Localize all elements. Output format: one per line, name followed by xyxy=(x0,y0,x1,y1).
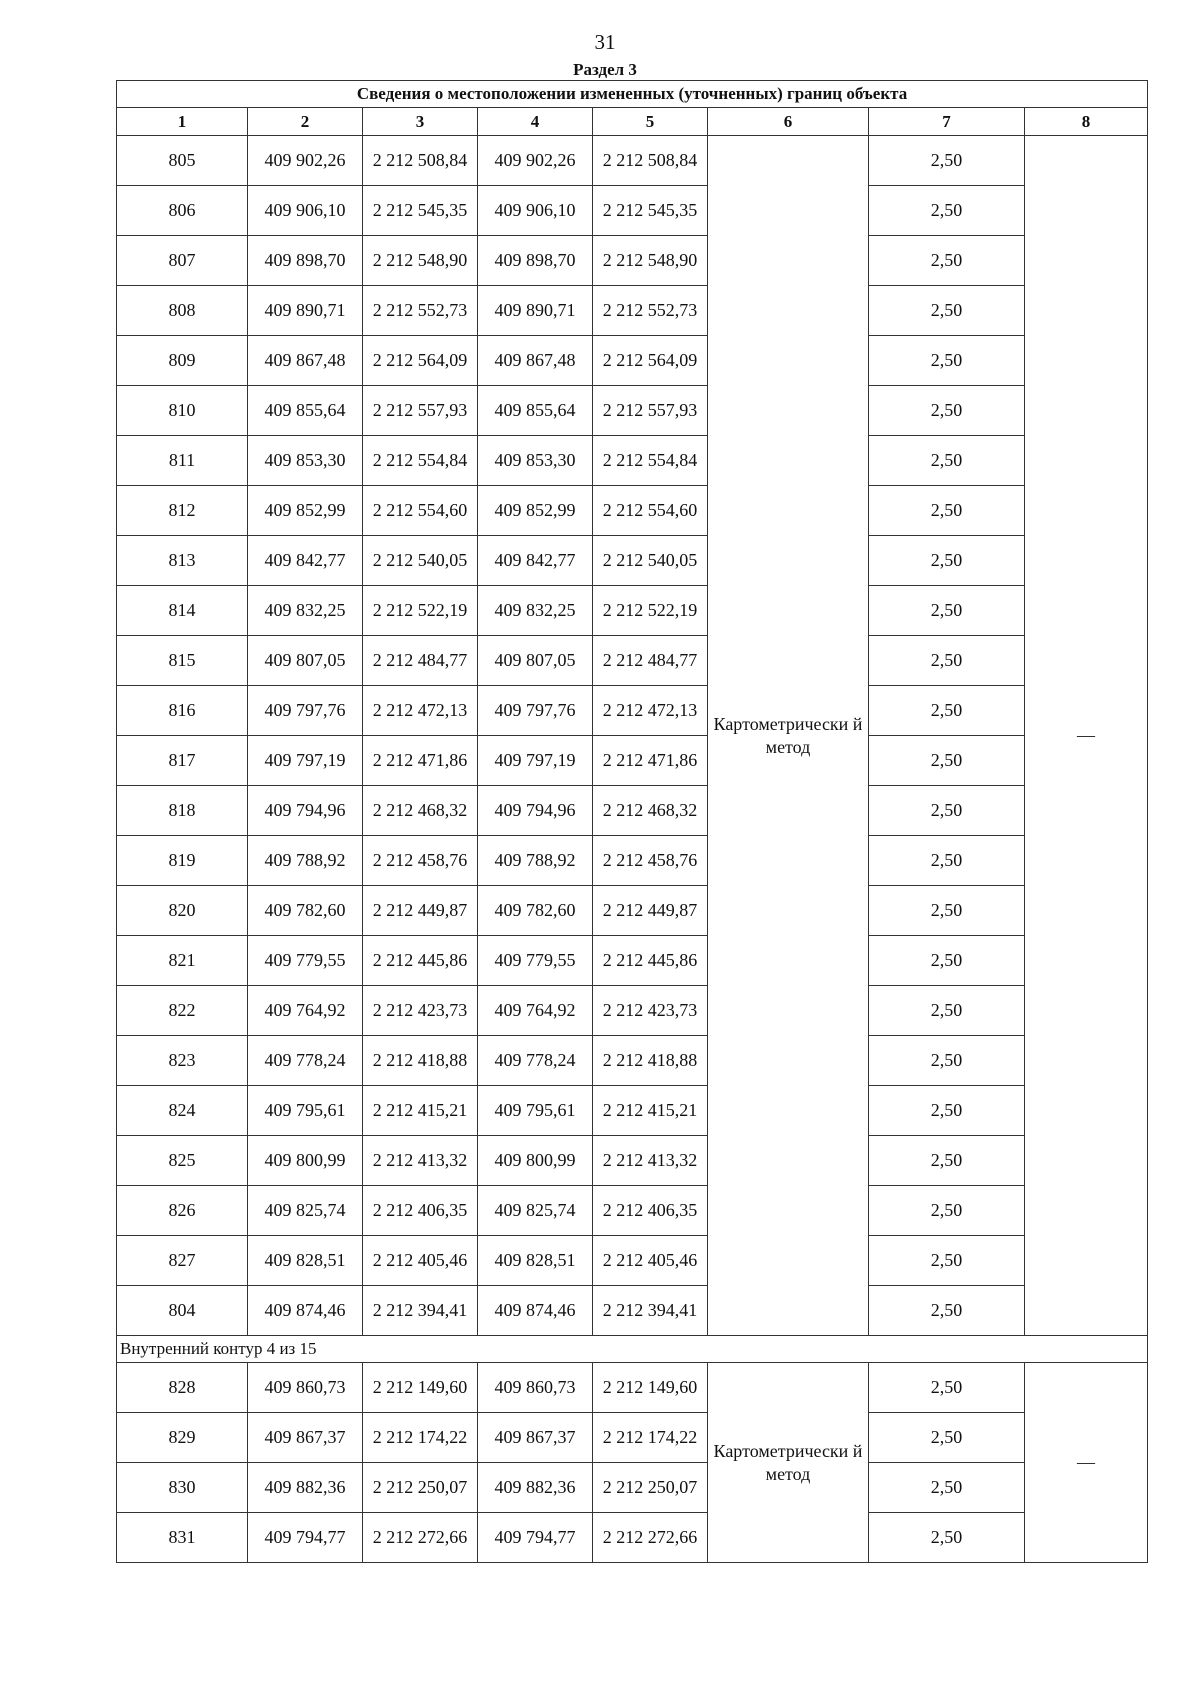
y-coordinate-cell: 2 212 522,19 xyxy=(363,586,478,636)
accuracy-cell: 2,50 xyxy=(869,986,1025,1036)
y-coordinate-cell: 2 212 406,35 xyxy=(593,1186,708,1236)
table-row xyxy=(117,1363,1148,1413)
x-coordinate-cell: 409 890,71 xyxy=(248,286,363,336)
table-row xyxy=(117,536,1148,586)
x-coordinate-cell: 409 853,30 xyxy=(478,436,593,486)
point-number-cell: 813 xyxy=(117,536,248,586)
mark-cell: — xyxy=(1025,1363,1148,1563)
y-coordinate-cell: 2 212 557,93 xyxy=(363,386,478,436)
table-caption: Сведения о местоположении измененных (уточненных) границ объекта xyxy=(117,81,1148,108)
y-coordinate-cell: 2 212 272,66 xyxy=(363,1513,478,1563)
table-row xyxy=(117,186,1148,236)
x-coordinate-cell: 409 902,26 xyxy=(248,136,363,186)
x-coordinate-cell: 409 764,92 xyxy=(478,986,593,1036)
column-number: 3 xyxy=(363,108,478,136)
x-coordinate-cell: 409 867,48 xyxy=(248,336,363,386)
x-coordinate-cell: 409 828,51 xyxy=(248,1236,363,1286)
x-coordinate-cell: 409 795,61 xyxy=(478,1086,593,1136)
x-coordinate-cell: 409 794,96 xyxy=(478,786,593,836)
x-coordinate-cell: 409 855,64 xyxy=(478,386,593,436)
x-coordinate-cell: 409 842,77 xyxy=(248,536,363,586)
accuracy-cell: 2,50 xyxy=(869,936,1025,986)
section-title: Раздел 3 xyxy=(573,60,637,79)
accuracy-cell: 2,50 xyxy=(869,1513,1025,1563)
accuracy-cell: 2,50 xyxy=(869,236,1025,286)
table-row xyxy=(117,286,1148,336)
x-coordinate-cell: 409 898,70 xyxy=(478,236,593,286)
x-coordinate-cell: 409 778,24 xyxy=(248,1036,363,1086)
column-number: 5 xyxy=(593,108,708,136)
y-coordinate-cell: 2 212 548,90 xyxy=(593,236,708,286)
point-number-cell: 809 xyxy=(117,336,248,386)
accuracy-cell: 2,50 xyxy=(869,1363,1025,1413)
x-coordinate-cell: 409 842,77 xyxy=(478,536,593,586)
y-coordinate-cell: 2 212 522,19 xyxy=(593,586,708,636)
table-row xyxy=(117,1286,1148,1336)
column-number: 2 xyxy=(248,108,363,136)
mark-cell: — xyxy=(1025,136,1148,1336)
point-number-cell: 827 xyxy=(117,1236,248,1286)
y-coordinate-cell: 2 212 484,77 xyxy=(593,636,708,686)
table-row xyxy=(117,136,1148,186)
accuracy-cell: 2,50 xyxy=(869,836,1025,886)
accuracy-cell: 2,50 xyxy=(869,736,1025,786)
table-row xyxy=(117,1036,1148,1086)
y-coordinate-cell: 2 212 564,09 xyxy=(593,336,708,386)
table-row xyxy=(117,486,1148,536)
accuracy-cell: 2,50 xyxy=(869,336,1025,386)
table-row xyxy=(117,1086,1148,1136)
x-coordinate-cell: 409 906,10 xyxy=(478,186,593,236)
y-coordinate-cell: 2 212 554,60 xyxy=(593,486,708,536)
point-number-cell: 816 xyxy=(117,686,248,736)
y-coordinate-cell: 2 212 406,35 xyxy=(363,1186,478,1236)
point-number-cell: 830 xyxy=(117,1463,248,1513)
table-row xyxy=(117,886,1148,936)
x-coordinate-cell: 409 828,51 xyxy=(478,1236,593,1286)
y-coordinate-cell: 2 212 413,32 xyxy=(363,1136,478,1186)
x-coordinate-cell: 409 906,10 xyxy=(248,186,363,236)
point-number-cell: 831 xyxy=(117,1513,248,1563)
x-coordinate-cell: 409 782,60 xyxy=(478,886,593,936)
y-coordinate-cell: 2 212 405,46 xyxy=(593,1236,708,1286)
y-coordinate-cell: 2 212 423,73 xyxy=(363,986,478,1036)
accuracy-cell: 2,50 xyxy=(869,1086,1025,1136)
y-coordinate-cell: 2 212 472,13 xyxy=(593,686,708,736)
y-coordinate-cell: 2 212 564,09 xyxy=(363,336,478,386)
y-coordinate-cell: 2 212 468,32 xyxy=(593,786,708,836)
y-coordinate-cell: 2 212 554,84 xyxy=(593,436,708,486)
point-number-cell: 808 xyxy=(117,286,248,336)
x-coordinate-cell: 409 825,74 xyxy=(478,1186,593,1236)
contour-label-row xyxy=(117,1336,1148,1363)
accuracy-cell: 2,50 xyxy=(869,786,1025,836)
coordinates-table xyxy=(116,80,1148,1563)
table-row xyxy=(117,986,1148,1036)
table-row xyxy=(117,836,1148,886)
y-coordinate-cell: 2 212 468,32 xyxy=(363,786,478,836)
point-number-cell: 819 xyxy=(117,836,248,886)
accuracy-cell: 2,50 xyxy=(869,1413,1025,1463)
y-coordinate-cell: 2 212 174,22 xyxy=(363,1413,478,1463)
point-number-cell: 811 xyxy=(117,436,248,486)
table-row xyxy=(117,436,1148,486)
x-coordinate-cell: 409 807,05 xyxy=(248,636,363,686)
point-number-cell: 820 xyxy=(117,886,248,936)
table-body xyxy=(117,81,1148,1563)
y-coordinate-cell: 2 212 405,46 xyxy=(363,1236,478,1286)
table-row xyxy=(117,1513,1148,1563)
x-coordinate-cell: 409 788,92 xyxy=(478,836,593,886)
y-coordinate-cell: 2 212 508,84 xyxy=(593,136,708,186)
column-number: 1 xyxy=(117,108,248,136)
x-coordinate-cell: 409 788,92 xyxy=(248,836,363,886)
x-coordinate-cell: 409 832,25 xyxy=(248,586,363,636)
point-number-cell: 807 xyxy=(117,236,248,286)
x-coordinate-cell: 409 890,71 xyxy=(478,286,593,336)
x-coordinate-cell: 409 794,77 xyxy=(478,1513,593,1563)
x-coordinate-cell: 409 794,96 xyxy=(248,786,363,836)
x-coordinate-cell: 409 882,36 xyxy=(248,1463,363,1513)
table-row xyxy=(117,1186,1148,1236)
x-coordinate-cell: 409 852,99 xyxy=(478,486,593,536)
x-coordinate-cell: 409 782,60 xyxy=(248,886,363,936)
x-coordinate-cell: 409 794,77 xyxy=(248,1513,363,1563)
accuracy-cell: 2,50 xyxy=(869,1236,1025,1286)
point-number-cell: 824 xyxy=(117,1086,248,1136)
x-coordinate-cell: 409 867,48 xyxy=(478,336,593,386)
y-coordinate-cell: 2 212 471,86 xyxy=(593,736,708,786)
y-coordinate-cell: 2 212 545,35 xyxy=(593,186,708,236)
x-coordinate-cell: 409 832,25 xyxy=(478,586,593,636)
y-coordinate-cell: 2 212 548,90 xyxy=(363,236,478,286)
table-row xyxy=(117,786,1148,836)
point-number-cell: 814 xyxy=(117,586,248,636)
x-coordinate-cell: 409 797,19 xyxy=(248,736,363,786)
x-coordinate-cell: 409 867,37 xyxy=(248,1413,363,1463)
accuracy-cell: 2,50 xyxy=(869,1136,1025,1186)
point-number-cell: 818 xyxy=(117,786,248,836)
y-coordinate-cell: 2 212 449,87 xyxy=(593,886,708,936)
y-coordinate-cell: 2 212 458,76 xyxy=(593,836,708,886)
column-number-row xyxy=(117,108,1148,136)
accuracy-cell: 2,50 xyxy=(869,486,1025,536)
table-row xyxy=(117,936,1148,986)
x-coordinate-cell: 409 867,37 xyxy=(478,1413,593,1463)
accuracy-cell: 2,50 xyxy=(869,436,1025,486)
y-coordinate-cell: 2 212 545,35 xyxy=(363,186,478,236)
x-coordinate-cell: 409 874,46 xyxy=(478,1286,593,1336)
accuracy-cell: 2,50 xyxy=(869,536,1025,586)
x-coordinate-cell: 409 898,70 xyxy=(248,236,363,286)
y-coordinate-cell: 2 212 272,66 xyxy=(593,1513,708,1563)
x-coordinate-cell: 409 795,61 xyxy=(248,1086,363,1136)
table-row xyxy=(117,386,1148,436)
y-coordinate-cell: 2 212 149,60 xyxy=(363,1363,478,1413)
table-row xyxy=(117,586,1148,636)
y-coordinate-cell: 2 212 250,07 xyxy=(363,1463,478,1513)
x-coordinate-cell: 409 800,99 xyxy=(478,1136,593,1186)
y-coordinate-cell: 2 212 554,84 xyxy=(363,436,478,486)
point-number-cell: 822 xyxy=(117,986,248,1036)
table-row xyxy=(117,736,1148,786)
y-coordinate-cell: 2 212 449,87 xyxy=(363,886,478,936)
accuracy-cell: 2,50 xyxy=(869,636,1025,686)
x-coordinate-cell: 409 800,99 xyxy=(248,1136,363,1186)
x-coordinate-cell: 409 902,26 xyxy=(478,136,593,186)
y-coordinate-cell: 2 212 415,21 xyxy=(363,1086,478,1136)
y-coordinate-cell: 2 212 557,93 xyxy=(593,386,708,436)
accuracy-cell: 2,50 xyxy=(869,386,1025,436)
y-coordinate-cell: 2 212 508,84 xyxy=(363,136,478,186)
point-number-cell: 810 xyxy=(117,386,248,436)
accuracy-cell: 2,50 xyxy=(869,686,1025,736)
x-coordinate-cell: 409 779,55 xyxy=(248,936,363,986)
page-number: 31 xyxy=(594,30,616,54)
column-number: 7 xyxy=(869,108,1025,136)
y-coordinate-cell: 2 212 552,73 xyxy=(593,286,708,336)
x-coordinate-cell: 409 797,76 xyxy=(478,686,593,736)
x-coordinate-cell: 409 874,46 xyxy=(248,1286,363,1336)
column-number: 6 xyxy=(708,108,869,136)
x-coordinate-cell: 409 779,55 xyxy=(478,936,593,986)
y-coordinate-cell: 2 212 250,07 xyxy=(593,1463,708,1513)
y-coordinate-cell: 2 212 552,73 xyxy=(363,286,478,336)
x-coordinate-cell: 409 855,64 xyxy=(248,386,363,436)
accuracy-cell: 2,50 xyxy=(869,136,1025,186)
x-coordinate-cell: 409 853,30 xyxy=(248,436,363,486)
accuracy-cell: 2,50 xyxy=(869,1036,1025,1086)
y-coordinate-cell: 2 212 394,41 xyxy=(593,1286,708,1336)
x-coordinate-cell: 409 852,99 xyxy=(248,486,363,536)
y-coordinate-cell: 2 212 149,60 xyxy=(593,1363,708,1413)
table-caption-row xyxy=(117,81,1148,108)
x-coordinate-cell: 409 807,05 xyxy=(478,636,593,686)
x-coordinate-cell: 409 882,36 xyxy=(478,1463,593,1513)
table-row xyxy=(117,336,1148,386)
table-row xyxy=(117,1236,1148,1286)
point-number-cell: 823 xyxy=(117,1036,248,1086)
point-number-cell: 821 xyxy=(117,936,248,986)
accuracy-cell: 2,50 xyxy=(869,286,1025,336)
point-number-cell: 806 xyxy=(117,186,248,236)
y-coordinate-cell: 2 212 471,86 xyxy=(363,736,478,786)
accuracy-cell: 2,50 xyxy=(869,586,1025,636)
y-coordinate-cell: 2 212 554,60 xyxy=(363,486,478,536)
y-coordinate-cell: 2 212 418,88 xyxy=(363,1036,478,1086)
point-number-cell: 817 xyxy=(117,736,248,786)
x-coordinate-cell: 409 778,24 xyxy=(478,1036,593,1086)
method-cell: Картометрически й метод xyxy=(708,1363,869,1563)
point-number-cell: 829 xyxy=(117,1413,248,1463)
table-row xyxy=(117,636,1148,686)
x-coordinate-cell: 409 797,76 xyxy=(248,686,363,736)
contour-label: Внутренний контур 4 из 15 xyxy=(117,1336,1148,1363)
point-number-cell: 826 xyxy=(117,1186,248,1236)
table-row xyxy=(117,236,1148,286)
y-coordinate-cell: 2 212 445,86 xyxy=(593,936,708,986)
table-row xyxy=(117,1413,1148,1463)
table-row xyxy=(117,1463,1148,1513)
method-cell: Картометрически й метод xyxy=(708,136,869,1336)
x-coordinate-cell: 409 797,19 xyxy=(478,736,593,786)
y-coordinate-cell: 2 212 445,86 xyxy=(363,936,478,986)
y-coordinate-cell: 2 212 472,13 xyxy=(363,686,478,736)
table-row xyxy=(117,1136,1148,1186)
table-row xyxy=(117,686,1148,736)
y-coordinate-cell: 2 212 415,21 xyxy=(593,1086,708,1136)
column-number: 8 xyxy=(1025,108,1148,136)
x-coordinate-cell: 409 860,73 xyxy=(248,1363,363,1413)
accuracy-cell: 2,50 xyxy=(869,1463,1025,1513)
x-coordinate-cell: 409 764,92 xyxy=(248,986,363,1036)
point-number-cell: 828 xyxy=(117,1363,248,1413)
point-number-cell: 804 xyxy=(117,1286,248,1336)
y-coordinate-cell: 2 212 418,88 xyxy=(593,1036,708,1086)
point-number-cell: 825 xyxy=(117,1136,248,1186)
y-coordinate-cell: 2 212 458,76 xyxy=(363,836,478,886)
y-coordinate-cell: 2 212 394,41 xyxy=(363,1286,478,1336)
y-coordinate-cell: 2 212 174,22 xyxy=(593,1413,708,1463)
x-coordinate-cell: 409 825,74 xyxy=(248,1186,363,1236)
column-number: 4 xyxy=(478,108,593,136)
accuracy-cell: 2,50 xyxy=(869,1186,1025,1236)
accuracy-cell: 2,50 xyxy=(869,186,1025,236)
y-coordinate-cell: 2 212 484,77 xyxy=(363,636,478,686)
y-coordinate-cell: 2 212 540,05 xyxy=(363,536,478,586)
accuracy-cell: 2,50 xyxy=(869,886,1025,936)
accuracy-cell: 2,50 xyxy=(869,1286,1025,1336)
y-coordinate-cell: 2 212 413,32 xyxy=(593,1136,708,1186)
y-coordinate-cell: 2 212 540,05 xyxy=(593,536,708,586)
point-number-cell: 805 xyxy=(117,136,248,186)
y-coordinate-cell: 2 212 423,73 xyxy=(593,986,708,1036)
x-coordinate-cell: 409 860,73 xyxy=(478,1363,593,1413)
point-number-cell: 812 xyxy=(117,486,248,536)
point-number-cell: 815 xyxy=(117,636,248,686)
